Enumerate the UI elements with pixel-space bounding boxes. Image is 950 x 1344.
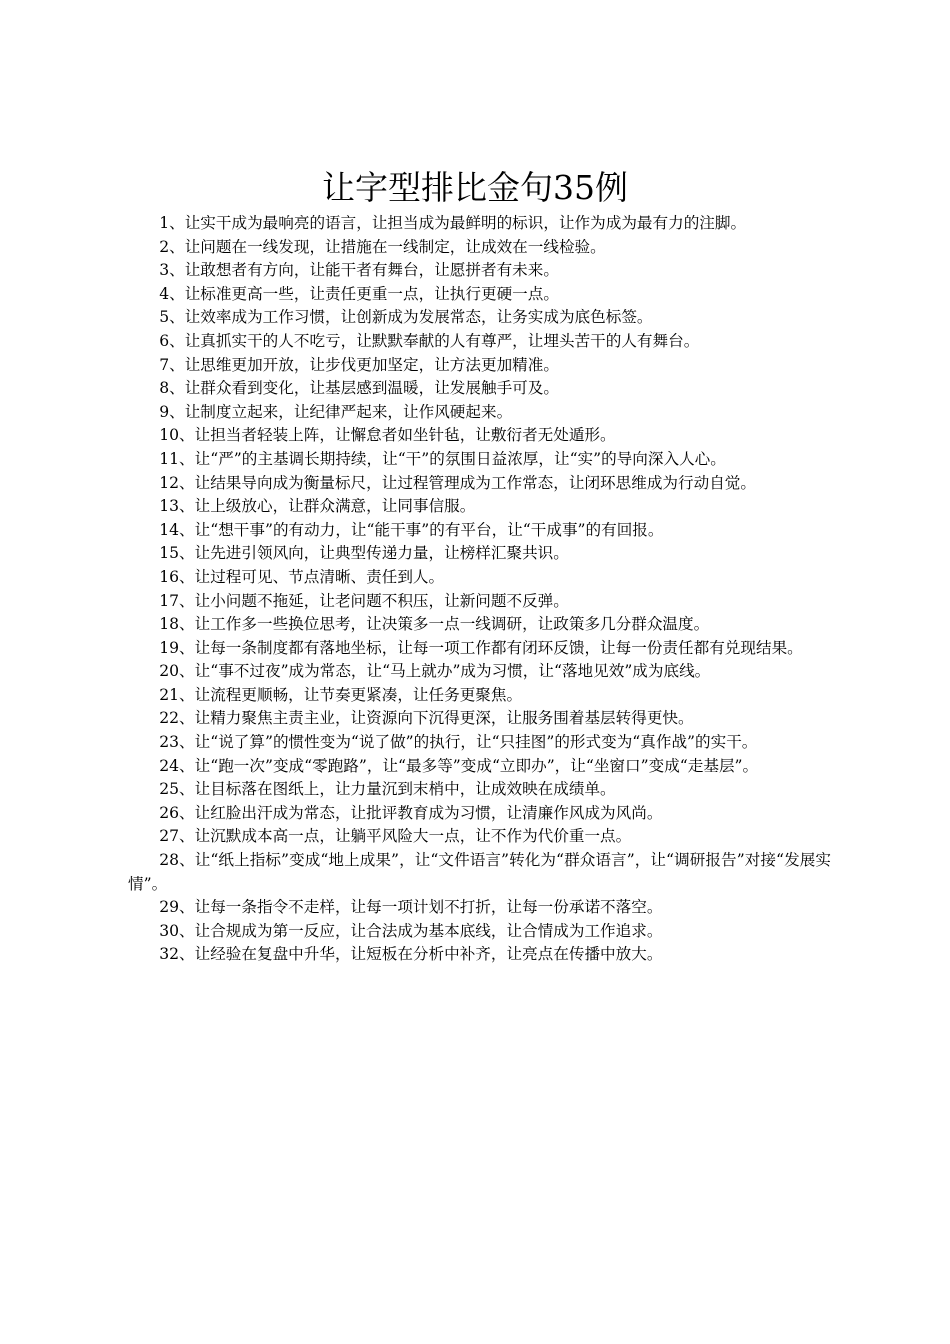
list-item: 10、让担当者轻装上阵，让懈怠者如坐针毡，让敷衍者无处遁形。 <box>159 426 616 445</box>
list-item: 9、让制度立起来，让纪律严起来，让作风硬起来。 <box>159 402 513 421</box>
list-item: 18、让工作多一些换位思考，让决策多一点一线调研，让政策多几分群众温度。 <box>159 615 710 634</box>
list-item: 21、让流程更顺畅，让节奏更紧凑，让任务更聚焦。 <box>159 685 523 704</box>
list-item: 8、让群众看到变化，让基层感到温暖，让发展触手可及。 <box>159 379 559 398</box>
list-item: 27、让沉默成本高一点，让躺平风险大一点，让不作为代价重一点。 <box>159 827 632 846</box>
list-item: 29、让每一条指令不走样，让每一项计划不打折，让每一份承诺不落空。 <box>159 898 663 917</box>
list-item: 32、让经验在复盘中升华，让短板在分析中补齐，让亮点在传播中放大。 <box>159 945 663 964</box>
list-item: 5、让效率成为工作习惯，让创新成为发展常态，让务实成为底色标签。 <box>159 308 653 327</box>
document-title: 让字型排比金句35例 <box>322 168 628 207</box>
list-item: 19、让每一条制度都有落地坐标，让每一项工作都有闭环反馈，让每一份责任都有兑现结果。 <box>159 638 803 657</box>
list-item: 3、让敢想者有方向，让能干者有舞台，让愿拼者有未来。 <box>159 261 559 280</box>
list-item: 26、让红脸出汗成为常态，让批评教育成为习惯，让清廉作风成为风尚。 <box>159 803 663 822</box>
list-item: 6、让真抓实干的人不吃亏，让默默奉献的人有尊严，让埋头苦干的人有舞台。 <box>159 331 700 350</box>
list-item: 24、让“跑一次”变成“零跑路”，让“最多等”变成“立即办”，让“坐窗口”变成“走基层”。 <box>159 756 759 775</box>
list-item: 17、让小问题不拖延，让老问题不积压，让新问题不反弹。 <box>159 591 569 610</box>
list-item: 11、让“严”的主基调长期持续，让“干”的氛围日益浓厚，让“实”的导向深入人心。 <box>159 449 726 468</box>
list-item: 12、让结果导向成为衡量标尺，让过程管理成为工作常态，让闭环思维成为行动自觉。 <box>159 473 756 492</box>
list-item: 7、让思维更加开放，让步伐更加坚定，让方法更加精准。 <box>159 355 559 374</box>
list-item: 23、让“说了算”的惯性变为“说了做”的执行，让“只挂图”的形式变为“真作战”的实干。 <box>159 733 758 752</box>
list-item: 14、让“想干事”的有动力，让“能干事”的有平台，让“干成事”的有回报。 <box>159 520 664 539</box>
list-item: 4、让标准更高一些，让责任更重一点，让执行更硬一点。 <box>159 284 559 303</box>
list-item: 16、让过程可见、节点清晰、责任到人。 <box>159 567 445 586</box>
list-item: 30、让合规成为第一反应，让合法成为基本底线，让合情成为工作追求。 <box>159 921 663 940</box>
list-item: 20、让“事不过夜”成为常态，让“马上就办”成为习惯，让“落地见效”成为底线。 <box>159 662 711 681</box>
sentence-list <box>128 212 831 967</box>
list-item: 25、让目标落在图纸上，让力量沉到末梢中，让成效映在成绩单。 <box>159 780 616 799</box>
list-item: 28、让“纸上指标”变成“地上成果”，让“文件语言”转化为“群众语言”，让“调研报告”对接“发展实情”。 <box>128 851 831 893</box>
list-item: 22、让精力聚焦主责主业，让资源向下沉得更深，让服务围着基层转得更快。 <box>159 709 694 728</box>
list-item: 1、让实干成为最响亮的语言，让担当成为最鲜明的标识，让作为成为最有力的注脚。 <box>159 214 747 232</box>
list-item: 15、让先进引领风向，让典型传递力量，让榜样汇聚共识。 <box>159 544 569 563</box>
list-item: 2、让问题在一线发现，让措施在一线制定，让成效在一线检验。 <box>159 237 606 256</box>
list-item: 13、让上级放心，让群众满意，让同事信服。 <box>159 497 476 516</box>
